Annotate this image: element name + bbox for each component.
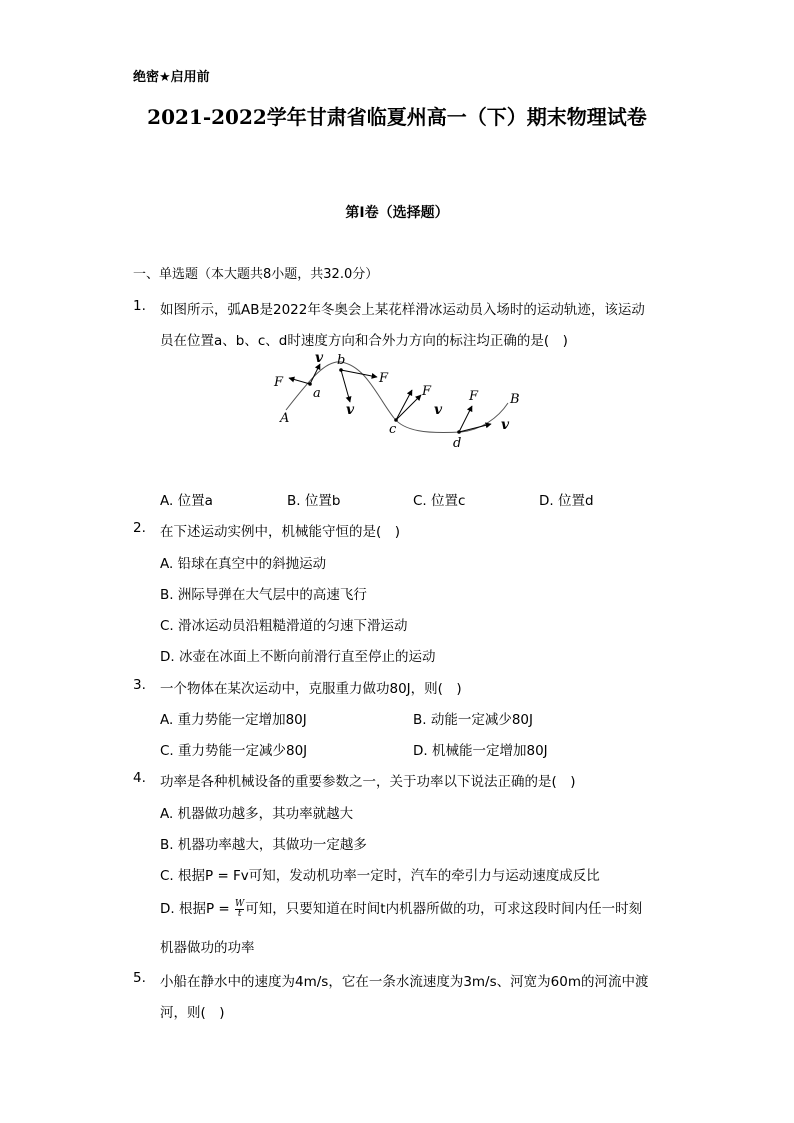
question-number: 3. <box>133 677 146 693</box>
label-a: a <box>313 386 321 401</box>
force-label-c: F <box>422 384 432 399</box>
question-text-line: 河，则( ) <box>160 1005 225 1021</box>
velocity-label-a: v <box>315 350 324 366</box>
option-c[interactable]: C. 重力势能一定减少80J <box>160 743 308 759</box>
question-number: 4. <box>133 770 146 786</box>
force-label-d: F <box>469 389 479 404</box>
label-B: B <box>510 392 520 407</box>
option-d-suffix: 可知，只要知道在时间t内机器所做的功，可求这段时间内任一时刻 <box>245 901 643 917</box>
exam-title: 2021-2022学年甘肃省临夏州高一（下）期末物理试卷 <box>147 105 647 129</box>
option-a[interactable]: A. 重力势能一定增加80J <box>160 712 307 728</box>
velocity-label-d: v <box>501 417 510 433</box>
question-text-line: 如图所示，弧AB是2022年冬奥会上某花样滑冰运动员入场时的运动轨迹，该运动 <box>160 302 645 318</box>
option-d[interactable]: D. 机械能一定增加80J <box>413 743 548 759</box>
question-text-line: 员在位置a、b、c、d时速度方向和合外力方向的标注均正确的是( ) <box>160 333 568 349</box>
question-text: 一个物体在某次运动中，克服重力做功80J，则( ) <box>160 681 462 697</box>
fraction-w-over-t <box>235 900 244 919</box>
label-d: d <box>453 436 462 451</box>
label-A: A <box>280 411 290 426</box>
velocity-label-b: v <box>346 402 355 418</box>
fraction-denominator: t <box>235 909 244 919</box>
question-number: 2. <box>133 520 146 536</box>
option-c[interactable]: C. 位置c <box>413 493 466 509</box>
part-title: 第I卷（选择题） <box>345 205 449 221</box>
option-d-prefix: D. 根据P = <box>160 901 235 917</box>
option-d-continuation: 机器做功的功率 <box>160 940 255 956</box>
option-b[interactable]: B. 机器功率越大，其做功一定越多 <box>160 837 367 853</box>
question-text-line: 小船在静水中的速度为4m/s，它在一条水流速度为3m/s、河宽为60m的河流中渡 <box>160 974 649 990</box>
option-b[interactable]: B. 洲际导弹在大气层中的高速飞行 <box>160 587 367 603</box>
option-a[interactable]: A. 位置a <box>160 493 213 509</box>
option-c[interactable]: C. 滑冰运动员沿粗糙滑道的匀速下滑运动 <box>160 618 408 634</box>
option-a[interactable]: A. 机器做功越多，其功率就越大 <box>160 806 354 822</box>
fraction-numerator: W <box>235 898 245 909</box>
option-d[interactable]: D. 冰壶在冰面上不断向前滑行直至停止的运动 <box>160 649 436 665</box>
label-c: c <box>389 422 397 437</box>
force-label-b: F <box>379 371 389 386</box>
label-b: b <box>337 353 346 368</box>
option-c[interactable]: C. 根据P = Fv可知，发动机功率一定时，汽车的牵引力与运动速度成反比 <box>160 868 600 884</box>
question-text: 在下述运动实例中，机械能守恒的是( ) <box>160 524 401 540</box>
question-number: 5. <box>133 970 146 986</box>
trajectory-figure <box>266 348 526 453</box>
question-text: 功率是各种机械设备的重要参数之一，关于功率以下说法正确的是( ) <box>160 774 576 790</box>
option-a[interactable]: A. 铅球在真空中的斜抛运动 <box>160 556 327 572</box>
question-number: 1. <box>133 298 146 314</box>
option-d[interactable]: D. 位置d <box>539 493 594 509</box>
option-d[interactable] <box>160 897 642 919</box>
section-heading: 一、单选题（本大题共8小题，共32.0分） <box>133 267 379 282</box>
option-b[interactable]: B. 动能一定减少80J <box>413 712 534 728</box>
velocity-label-c: v <box>434 402 443 418</box>
force-label-a: F <box>274 375 284 390</box>
confidential-label: 绝密★启用前 <box>133 70 210 85</box>
option-b[interactable]: B. 位置b <box>287 493 341 509</box>
